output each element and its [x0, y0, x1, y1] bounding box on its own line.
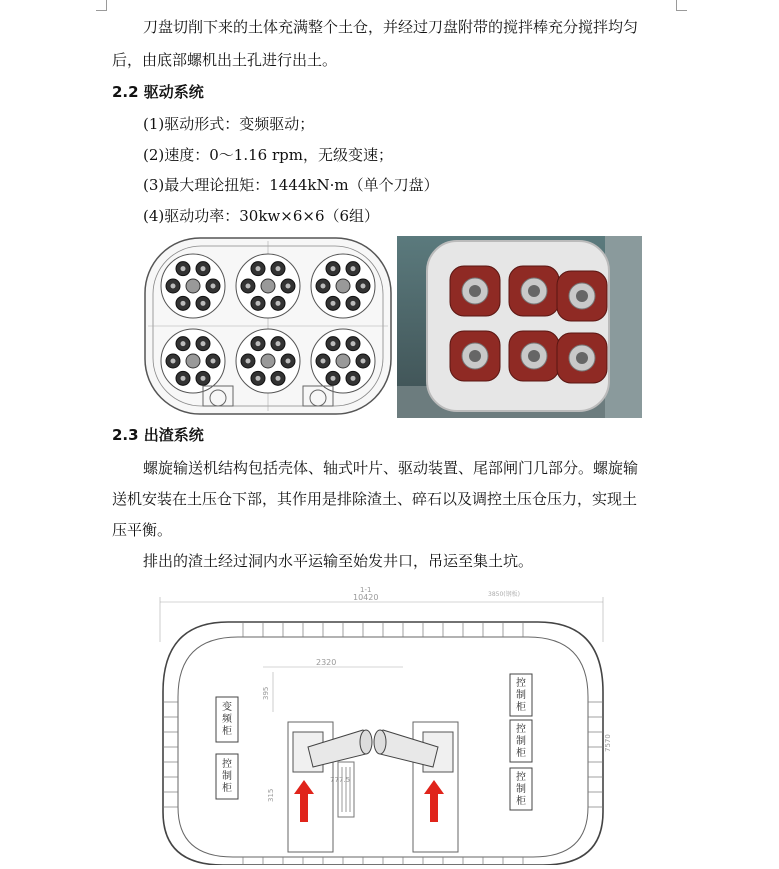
drawing-section-label: 1-1	[360, 586, 372, 594]
flow-up-arrow-icon	[294, 780, 314, 822]
drawing-dim-395: 395	[262, 686, 270, 700]
list-item: (3)最大理论扭矩：1444kN·m（单个刀盘）	[143, 176, 439, 194]
screw-conveyor-layout-drawing	[148, 582, 618, 865]
list-item: (1)驱动形式：变频驱动；	[143, 115, 315, 133]
cabinet-left-bottom-label: 控制柜	[222, 759, 232, 794]
paragraph-line: 送机安装在土压仓下部，其作用是排除渣土、碎石以及调控土压仓压力，实现土	[112, 490, 638, 508]
paragraph-line: 后，由底部螺机出土孔进行出土。	[112, 51, 338, 69]
page-corner-mark-right	[676, 0, 687, 11]
list-item: (4)驱动功率：30kw×6×6（6组）	[143, 207, 380, 225]
section-heading-2-3: 2.3 出渣系统	[112, 426, 204, 444]
cabinet-right-1-label: 控制柜	[516, 678, 526, 713]
drawing-dim-width: 10420	[353, 593, 379, 602]
drawing-dim-777: 777.5	[330, 776, 351, 784]
drawing-dim-right: 7570	[604, 734, 612, 752]
drawing-dim-inner: 2320	[316, 658, 337, 667]
paragraph-line: 螺旋输送机结构包括壳体、轴式叶片、驱动装置、尾部闸门几部分。螺旋输	[143, 459, 639, 477]
cabinet-right-3-label: 控制柜	[516, 772, 526, 807]
flow-up-arrow-icon	[424, 780, 444, 822]
drawing-note: 3850(钢板)	[488, 591, 520, 598]
paragraph-line: 排出的渣土经过洞内水平运输至始发井口，吊运至集土坑。	[143, 552, 534, 570]
list-item: (2)速度：0～1.16 rpm，无级变速；	[143, 146, 393, 164]
page-corner-mark-left	[96, 0, 107, 11]
section-heading-2-2: 2.2 驱动系统	[112, 83, 204, 101]
cabinet-right-2-label: 控制柜	[516, 724, 526, 759]
paragraph-line: 压平衡。	[112, 521, 173, 539]
paragraph-line: 刀盘切削下来的土体充满整个土仓，并经过刀盘附带的搅拌棒充分搅拌均匀	[143, 18, 639, 36]
cutterhead-drawing-figure	[143, 236, 393, 416]
drawing-dim-315: 315	[267, 788, 275, 802]
cabinet-left-top-label: 变频柜	[222, 702, 232, 737]
tbm-photo-figure	[397, 236, 642, 418]
